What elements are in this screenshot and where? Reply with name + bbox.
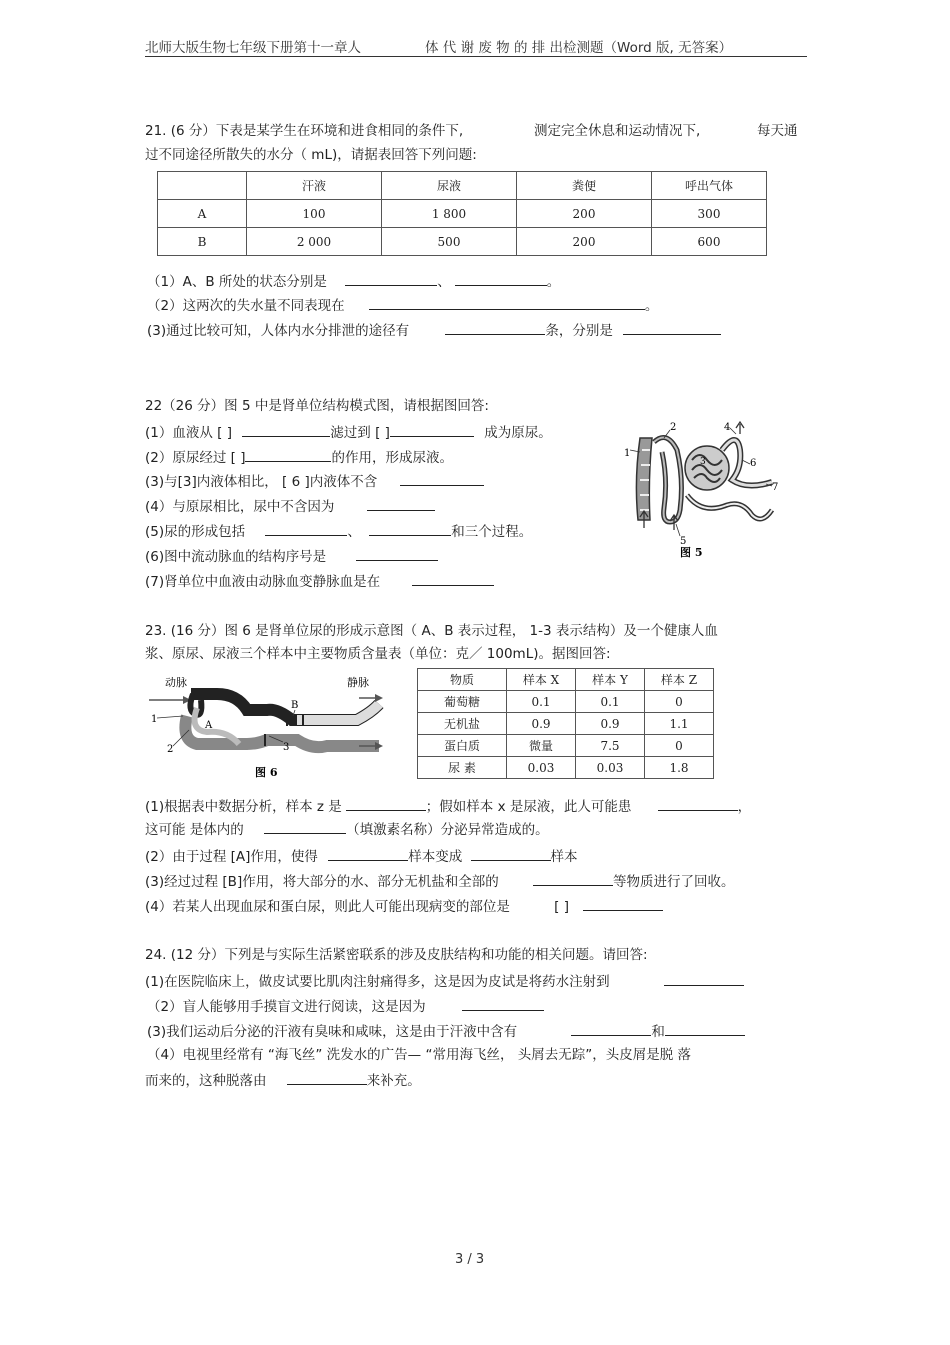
table-row [158,200,767,228]
q22-s1-mid: 滤过到 [ ] [330,425,390,441]
q22-s7-text: (7)肾单位中血液由动脉血变静脉血是在 [145,574,381,590]
nephron-label: 4 [724,422,731,433]
table-cell: 尿液 [382,172,517,200]
table-cell: 尿 素 [418,757,507,779]
q21-s3-text: (3)通过比较可知，人体内水分排泄的途径有 [147,323,410,339]
table-cell: 7.5 [576,735,645,757]
nephron-figure [622,420,782,558]
q24-sub2 [147,996,544,1016]
nephron-label: 6 [750,458,757,469]
q22-sub4 [145,496,435,516]
q21-text-a: 21. (6 分）下表是某学生在环境和进食相同的条件下, [145,123,464,139]
table-cell: 汗液 [247,172,382,200]
q21-text-b: 测定完全休息和运动情况下, [534,123,701,139]
q23-s2-mid: 样本变成 [408,849,463,865]
table-cell: 200 [517,228,652,256]
table-cell: 0 [645,691,714,713]
answer-blank[interactable] [533,871,613,886]
q22-sub5 [145,521,532,541]
q23-sub4 [145,896,663,916]
table-cell: 2 000 [247,228,382,256]
q22-s5-sep: 、 [347,524,361,540]
answer-blank[interactable] [462,996,544,1011]
q23-sub2 [145,846,578,866]
q23-line1: 23. (16 分）图 6 是肾单位尿的形成示意图（ A、B 表示过程， 1-3 表示结构）及一个健康人血 [145,623,718,639]
answer-blank[interactable] [390,422,474,437]
fig6-label: 1 [151,714,158,725]
table-cell: 0.03 [507,757,576,779]
table-cell: 600 [652,228,767,256]
table-cell: 0.9 [507,713,576,735]
answer-blank[interactable] [445,320,545,335]
q22-sub2 [145,447,453,467]
q21-line1 [145,122,798,140]
answer-blank[interactable] [471,846,551,861]
table-cell: 500 [382,228,517,256]
q24-sub3 [147,1021,745,1041]
q21-s1-text: （1）A、B 所处的状态分别是 [147,274,327,290]
q23-s3-end: 等物质进行了回收。 [613,874,735,890]
answer-blank[interactable] [583,896,663,911]
table-row [418,757,714,779]
table-header-row [158,172,767,200]
q22-s3-text: (3)与[3]内液体相比， [ 6 ]内液体不含 [145,474,378,490]
fig6-label: B [291,700,299,711]
q21-line2: 过不同途径所散失的水分（ mL)，请据表回答下列问题: [145,147,477,163]
q23-s4-bracket: [ ] [554,899,569,915]
q21-s1-end: 。 [546,274,561,290]
q22-title: 22（26 分）图 5 中是肾单位结构模式图，请根据图回答: [145,398,489,414]
answer-blank[interactable] [623,320,721,335]
table-cell: 无机盐 [418,713,507,735]
q23-s3-text: (3)经过过程 [B]作用，将大部分的水、部分无机盐和全部的 [145,874,499,890]
q23-line2: 浆、原尿、尿液三个样本中主要物质含量表（单位：克／ 100mL)。据图回答: [145,646,611,662]
header-right: 体 代 谢 废 物 的 排 出检测题（Word 版, 无答案） [425,40,733,56]
q22-s2-end: 的作用，形成尿液。 [331,450,453,466]
q22-sub1 [145,422,552,442]
q24-s4-end: 来补充。 [366,1073,421,1089]
table-cell: 200 [517,200,652,228]
q21-table [157,171,767,256]
table-cell: 1.1 [645,713,714,735]
answer-blank[interactable] [369,521,451,536]
answer-blank[interactable] [242,422,330,437]
table-cell: 0.1 [507,691,576,713]
answer-blank[interactable] [369,295,645,310]
nephron-label: 2 [670,422,677,433]
figure-caption: 图 5 [680,546,703,558]
q23-s1-mid: ；假如样本 x 是尿液，此人可能患 [425,799,632,815]
answer-blank[interactable] [455,271,547,286]
q21-sub3 [147,320,721,340]
q23-s2-end: 样本 [550,849,578,865]
header-left: 北师大版生物七年级下册第十一章人 [145,40,361,56]
answer-blank[interactable] [367,496,435,511]
nephron-label: 1 [624,448,631,459]
answer-blank[interactable] [412,571,494,586]
urine-formation-figure [147,670,387,785]
table-row [418,735,714,757]
q21-text-c: 每天通 [757,123,798,139]
answer-blank[interactable] [665,1021,745,1036]
table-cell: 0.9 [576,713,645,735]
q23-s1-text: (1)根据表中数据分析，样本 z 是 [145,799,342,815]
q22-s5-text: (5)尿的形成包括 [145,524,246,540]
q23-s2-text: (2）由于过程 [A]作用，使得 [145,849,318,865]
table-row [418,691,714,713]
q24-s3-text: (3)我们运动后分泌的汗液有臭味和咸味，这是由于汗液中含有 [147,1024,518,1040]
q22-s1-end: 成为原尿。 [484,425,552,441]
q23-s4-text: (4）若某人出现血尿和蛋白尿，则此人可能出现病变的部位是 [145,899,510,915]
answer-blank[interactable] [245,447,331,462]
table-row [418,713,714,735]
page-number: 3 / 3 [455,1252,485,1267]
answer-blank[interactable] [658,796,738,811]
answer-blank[interactable] [265,521,347,536]
table-cell: 葡萄糖 [418,691,507,713]
table-cell [158,172,247,200]
table-cell: 1.8 [645,757,714,779]
answer-blank[interactable] [400,471,484,486]
table-cell: 样本 X [507,669,576,691]
q24-sub4: （4）电视里经常有 “海飞丝” 洗发水的广告— “常用海飞丝， 头屑去无踪”，头皮屑是脱 落 [147,1047,692,1063]
table-cell: 样本 Y [576,669,645,691]
answer-blank[interactable] [571,1021,651,1036]
q21-s3-mid: 条，分别是 [545,323,613,339]
q21-s1-sep: 、 [437,274,451,290]
q24-sub1 [145,971,744,991]
table-cell: A [158,200,247,228]
q24-sub4b [145,1070,421,1090]
q23-s1-text2: 这可能 是体内的 [145,822,244,838]
q21-s2-end: 。 [644,298,659,314]
q21-s2-text: （2）这两次的失水量不同表现在 [147,298,345,314]
nephron-label: 3 [700,457,706,467]
table-cell: 1 800 [382,200,517,228]
table-cell: 样本 Z [645,669,714,691]
q24-s1-text: (1)在医院临床上，做皮试要比肌肉注射痛得多，这是因为皮试是将药水注射到 [145,974,610,990]
q22-s1-text: (1）血液从 [ ] [145,425,232,441]
fig6-label: A [205,720,213,731]
q23-s1-end: ， [737,799,752,815]
table-cell: 0.1 [576,691,645,713]
table-cell: 蛋白质 [418,735,507,757]
table-row [158,228,767,256]
answer-blank[interactable] [345,271,437,286]
q23-table [417,668,714,779]
q21-sub2 [147,295,658,315]
table-cell: 0 [645,735,714,757]
answer-blank[interactable] [328,846,408,861]
table-cell: 物质 [418,669,507,691]
table-cell: 粪便 [517,172,652,200]
q23-sub1b [145,819,549,839]
q23-sub3 [145,871,735,891]
nephron-label: 7 [772,482,779,493]
figure-caption: 图 6 [255,766,278,779]
table-cell: 300 [652,200,767,228]
page-header [145,36,807,57]
q21-sub1 [147,271,560,291]
answer-blank[interactable] [664,971,744,986]
q22-sub3 [145,471,484,491]
table-cell: B [158,228,247,256]
table-header-row [418,669,714,691]
q22-sub7 [145,571,494,591]
q22-s6-text: (6)图中流动脉血的结构序号是 [145,549,327,565]
table-cell: 微量 [507,735,576,757]
fig6-label: 2 [167,744,174,755]
q22-s4-text: (4）与原尿相比，尿中不含因为 [145,499,335,515]
nephron-label: 5 [680,536,687,547]
q23-sub1 [145,796,751,816]
q24-title: 24. (12 分）下列是与实际生活紧密联系的涉及皮肤结构和功能的相关问题。请回答: [145,947,648,963]
q23-s1-end2: （填激素名称）分泌异常造成的。 [346,822,549,838]
q24-s2-text: （2）盲人能够用手摸盲文进行阅读，这是因为 [147,999,426,1015]
q24-s4-text: 而来的，这种脱落由 [145,1073,267,1089]
vein-label: 静脉 [347,676,369,689]
q24-s3-mid: 和 [651,1024,665,1040]
answer-blank[interactable] [346,796,426,811]
q22-s2-text: (2）原尿经过 [ ] [145,450,246,466]
artery-label: 动脉 [165,676,187,689]
q22-s5-end: 和三个过程。 [451,524,533,540]
table-cell: 100 [247,200,382,228]
answer-blank[interactable] [287,1070,367,1085]
table-cell: 0.03 [576,757,645,779]
table-cell: 呼出气体 [652,172,767,200]
fig6-label: 3 [283,742,290,753]
answer-blank[interactable] [264,819,346,834]
q22-sub6 [145,546,438,566]
answer-blank[interactable] [356,546,438,561]
